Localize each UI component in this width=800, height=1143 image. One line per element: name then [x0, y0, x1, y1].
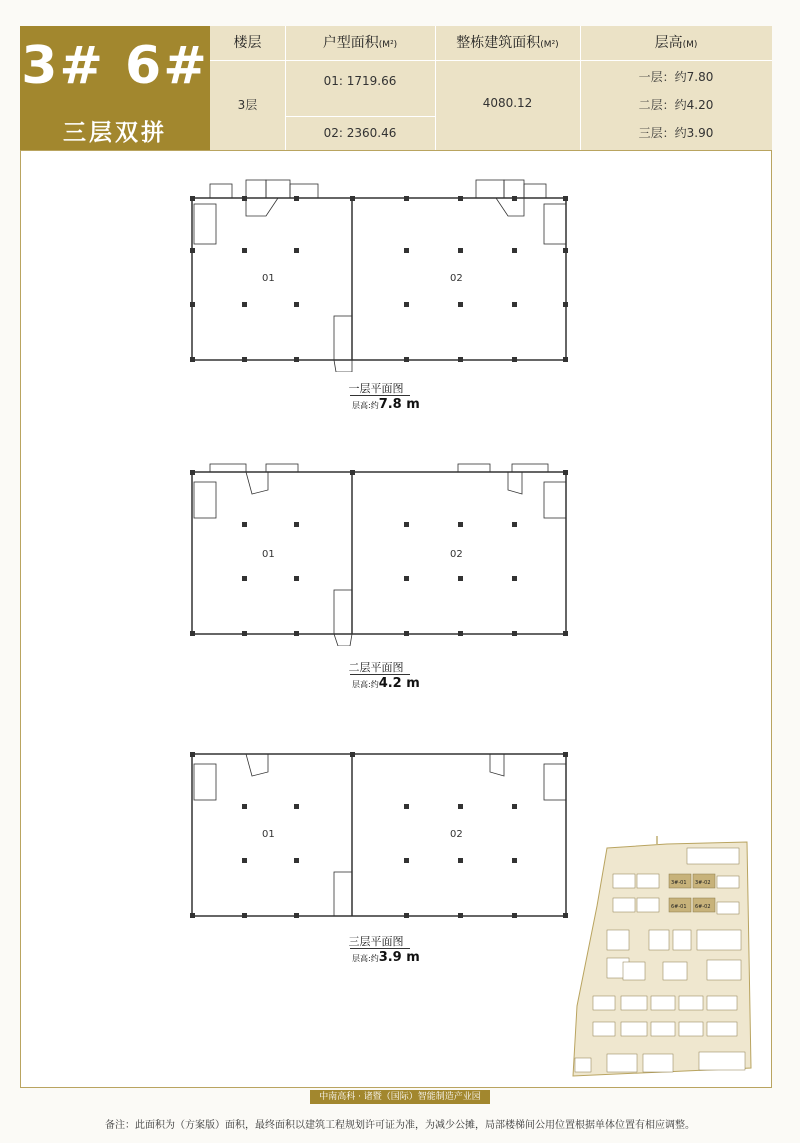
plan-1-unit-right: 02 [450, 273, 463, 284]
site-map [567, 836, 753, 1082]
plan-1-height: 层高:约7.8 m [352, 397, 420, 412]
total-area-value: 4080.12 [482, 96, 533, 110]
plan-1-title: 一层平面图 [348, 382, 404, 395]
building-numbers: 3# 6# [21, 36, 209, 96]
plan-2-height: 层高:约4.2 m [352, 676, 420, 691]
footnote: 备注：此面积为（方案版）面积，最终面积以建筑工程规划许可证为准，为减少公摊，局部楼梯间公用位置根据单体位置有相应调整。 [105, 1120, 695, 1131]
unit-2-area: 02: 2360.46 [323, 126, 397, 140]
height-floor-2: 二层：约4.20 [638, 98, 714, 112]
site-label-6-02: 6#-02 [695, 904, 711, 910]
plan-3-unit-right: 02 [450, 829, 463, 840]
site-label-3-01: 3#-01 [671, 880, 687, 886]
height-floor-3: 三层：约3.90 [638, 126, 714, 140]
plan-1-unit-left: 01 [262, 273, 275, 284]
height-floor-1: 一层：约7.80 [638, 70, 714, 84]
project-name: 中南高科 · 诸暨（国际）智能制造产业园 [310, 1090, 490, 1104]
floor-plan-1 [186, 176, 576, 372]
floor-plan-3 [186, 746, 576, 926]
floor-value: 3层 [237, 98, 258, 112]
site-label-6-01: 6#-01 [671, 904, 687, 910]
header-height: 层高(M) [654, 35, 698, 51]
floor-plan-2 [186, 460, 576, 646]
plan-2-unit-right: 02 [450, 549, 463, 560]
site-label-3-02: 3#-02 [695, 880, 711, 886]
building-type: 三层双拼 [63, 120, 167, 146]
unit-1-area: 01: 1719.66 [323, 74, 397, 88]
header-total-area: 整栋建筑面积(M²) [456, 35, 559, 51]
plan-3-height: 层高:约3.9 m [352, 950, 420, 965]
header-floor: 楼层 [233, 35, 262, 51]
plan-3-title: 三层平面图 [348, 935, 404, 948]
plan-2-title: 二层平面图 [348, 661, 404, 674]
plan-3-unit-left: 01 [262, 829, 275, 840]
spec-table [210, 26, 772, 150]
building-badge [20, 26, 210, 150]
plan-2-unit-left: 01 [262, 549, 275, 560]
header-unit-area: 户型面积(M²) [322, 35, 398, 51]
